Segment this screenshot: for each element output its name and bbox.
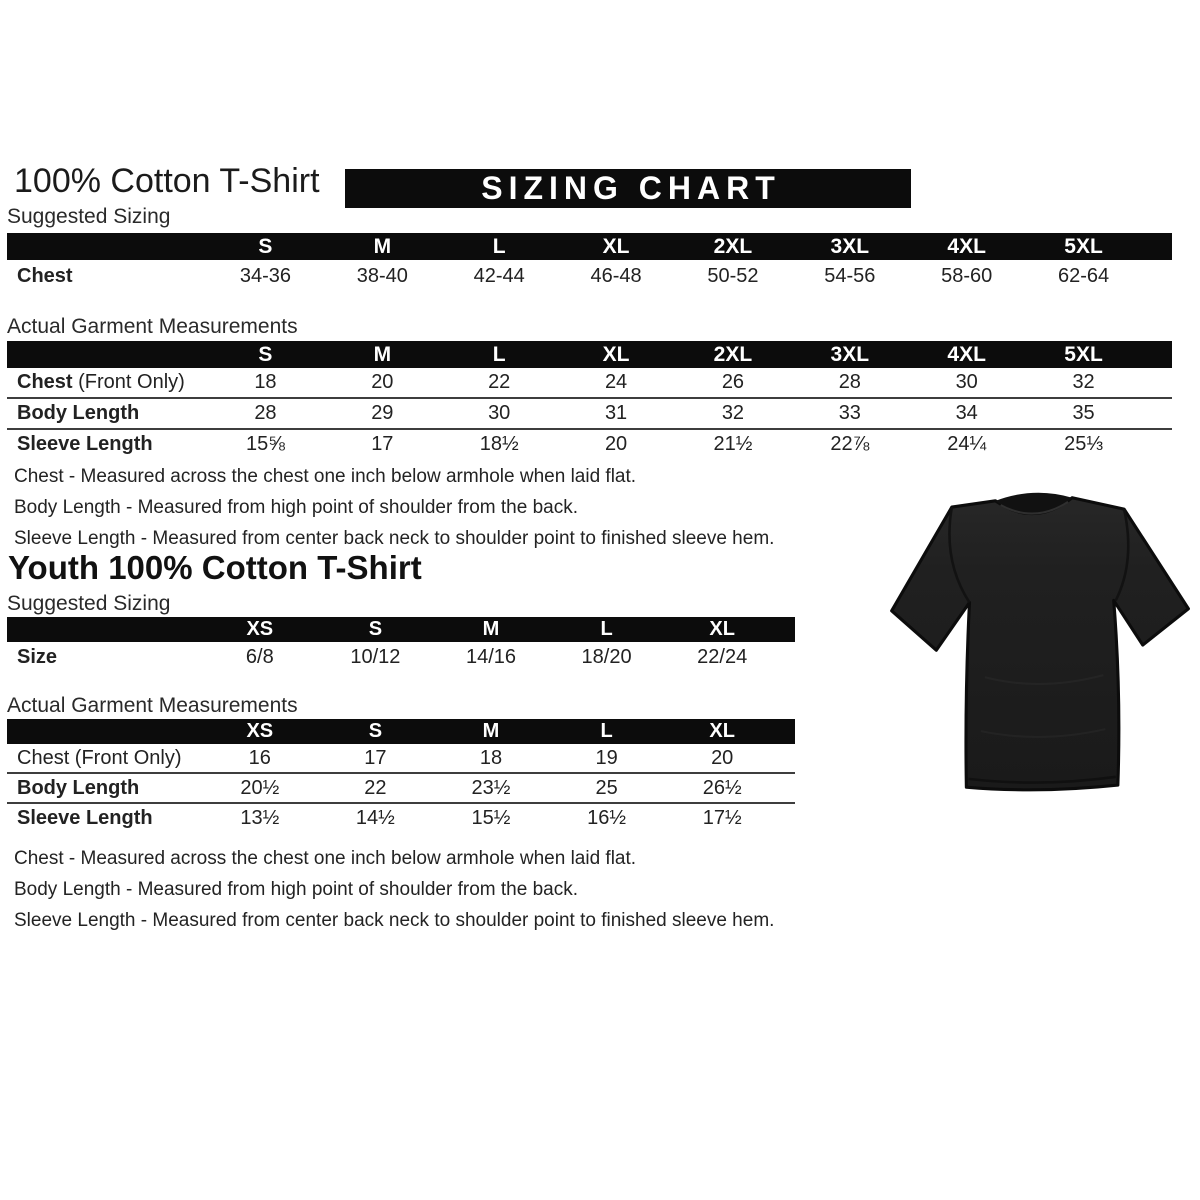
measurement-note: Sleeve Length - Measured from center back neck to shoulder point to finished sleeve hem. (14, 910, 775, 931)
measurement-value: 16 (248, 746, 271, 769)
size-column-header: L (549, 617, 665, 642)
size-column-header: 5XL (1025, 341, 1142, 368)
row-spacer-cell (780, 773, 795, 803)
measurement-value: 22 (488, 371, 511, 393)
measurement-value: 22⅞ (791, 429, 908, 459)
size-column-header: M (433, 617, 549, 642)
measurement-row (7, 429, 1172, 459)
measurement-value: 14/16 (465, 645, 517, 668)
size-column-header: 4XL (908, 341, 1025, 368)
measurement-note: Sleeve Length - Measured from center back neck to shoulder point to finished sleeve hem. (14, 528, 775, 549)
size-column-header: S (207, 233, 324, 260)
measurement-row (7, 803, 795, 832)
measurement-value: 22/24 (697, 645, 748, 668)
row-label: Chest (Front Only) (17, 371, 185, 393)
measurement-note: Body Length - Measured from high point of shoulder from the back. (14, 497, 578, 518)
measurement-value: 30 (955, 371, 978, 393)
measurement-value: 33 (791, 398, 908, 429)
row-spacer-cell (1142, 398, 1172, 429)
measurement-value: 20 (711, 746, 734, 769)
measurement-note: Chest - Measured across the chest one inch below armhole when laid flat. (14, 848, 637, 869)
measurement-row (7, 260, 1172, 292)
measurement-value: 50-52 (707, 264, 759, 287)
header-spacer-cell (7, 617, 202, 642)
size-column-header: S (318, 719, 434, 744)
size-header-row (7, 233, 1172, 260)
row-spacer-cell (1142, 260, 1172, 292)
size-header-row (7, 617, 795, 642)
measurement-value: 13½ (202, 803, 318, 832)
size-column-header: XS (202, 719, 318, 744)
measurement-value: 28 (838, 371, 861, 393)
measurement-value: 20½ (202, 773, 318, 803)
measurement-value: 30 (441, 398, 558, 429)
measurement-value: 46-48 (590, 264, 642, 287)
row-label: Sleeve Length (7, 429, 207, 459)
measurement-note: Body Length - Measured from high point of shoulder from the back. (14, 879, 578, 900)
youth-section-title: Youth 100% Cotton T-Shirt (8, 549, 422, 586)
row-label: Body Length (7, 398, 207, 429)
measurement-value: 26½ (664, 773, 780, 803)
size-column-header: M (433, 719, 549, 744)
header-spacer-cell (7, 233, 207, 260)
measurement-value: 38-40 (356, 264, 408, 287)
measurement-value: 18 (479, 746, 503, 769)
measurement-value: 25 (549, 773, 665, 803)
header-spacer-cell (7, 341, 207, 368)
measurement-value: 24¼ (908, 429, 1025, 459)
tshirt-body (892, 498, 1189, 790)
row-spacer-cell (1142, 429, 1172, 459)
header-spacer-cell (780, 719, 795, 744)
measurement-value: 18 (254, 371, 277, 393)
size-column-header: M (324, 341, 441, 368)
measurement-value: 32 (1072, 371, 1095, 393)
measurement-value: 26 (721, 371, 745, 393)
size-column-header: XS (202, 617, 318, 642)
youth-suggested-sizing-label: Suggested Sizing (7, 592, 171, 615)
measurement-row (7, 642, 795, 672)
measurement-value: 19 (595, 746, 618, 769)
measurement-value: 23½ (433, 773, 549, 803)
size-column-header: L (549, 719, 665, 744)
adult-suggested-sizing-table (7, 233, 1172, 292)
measurement-value: 35 (1025, 398, 1142, 429)
row-spacer-cell (780, 744, 795, 773)
measurement-value: 24 (604, 371, 628, 393)
header-spacer-cell (7, 719, 202, 744)
measurement-row (7, 398, 1172, 429)
size-column-header: XL (664, 617, 780, 642)
size-header-row (7, 719, 795, 744)
measurement-value: 16½ (549, 803, 665, 832)
row-spacer-cell (1142, 368, 1172, 398)
measurement-row (7, 368, 1172, 398)
measurement-value: 54-56 (824, 264, 876, 287)
header-spacer-cell (1142, 233, 1172, 260)
measurement-value: 34-36 (239, 264, 292, 287)
size-column-header: M (324, 233, 441, 260)
youth-measurement-notes (14, 843, 774, 936)
measurement-value: 15½ (433, 803, 549, 832)
size-column-header: 5XL (1025, 233, 1142, 260)
adult-measurement-notes (14, 461, 774, 554)
sizing-chart-banner: SIZING CHART (345, 169, 911, 208)
row-label: Body Length (7, 773, 202, 803)
size-column-header: 4XL (908, 233, 1025, 260)
measurement-value: 10/12 (350, 645, 401, 668)
size-column-header: S (207, 341, 324, 368)
measurement-value: 34 (908, 398, 1025, 429)
measurement-row (7, 773, 795, 803)
measurement-value: 20 (558, 429, 675, 459)
size-column-header: 2XL (675, 233, 792, 260)
measurement-note: Chest - Measured across the chest one inch below armhole when laid flat. (14, 466, 637, 487)
measurement-value: 22 (318, 773, 434, 803)
size-column-header: L (441, 341, 558, 368)
youth-suggested-sizing-table (7, 617, 795, 672)
row-label: Size (17, 645, 58, 668)
size-column-header: 3XL (791, 341, 908, 368)
size-column-header: S (318, 617, 434, 642)
measurement-value: 21½ (675, 429, 792, 459)
size-header-row (7, 341, 1172, 368)
row-label: Chest (17, 264, 73, 287)
measurement-value: 58-60 (941, 264, 993, 287)
header-spacer-cell (780, 617, 795, 642)
row-spacer-cell (780, 642, 795, 672)
measurement-value: 17 (364, 746, 387, 769)
measurement-value: 14½ (318, 803, 434, 832)
size-column-header: 2XL (675, 341, 792, 368)
youth-actual-measurements-label: Actual Garment Measurements (7, 694, 298, 717)
measurement-value: 62-64 (1057, 264, 1110, 287)
size-column-header: XL (558, 341, 675, 368)
measurement-value: 20 (371, 371, 394, 393)
size-column-header: 3XL (791, 233, 908, 260)
youth-actual-measurements-table (7, 719, 795, 832)
size-column-header: XL (558, 233, 675, 260)
adult-actual-measurements-table (7, 341, 1172, 459)
header-spacer-cell (1142, 341, 1172, 368)
adult-suggested-sizing-label: Suggested Sizing (7, 205, 171, 228)
size-column-header: L (441, 233, 558, 260)
measurement-value: 29 (324, 398, 441, 429)
measurement-value: 25⅓ (1025, 429, 1142, 459)
measurement-value: 32 (675, 398, 792, 429)
black-tshirt-image (880, 478, 1198, 810)
size-column-header: XL (664, 719, 780, 744)
measurement-value: 28 (207, 398, 324, 429)
measurement-value: 18/20 (581, 645, 632, 668)
measurement-value: 18½ (441, 429, 558, 459)
row-label: Chest (Front Only) (17, 746, 182, 769)
measurement-value: 17 (324, 429, 441, 459)
measurement-value: 15⅝ (207, 429, 324, 459)
measurement-value: 6/8 (245, 645, 274, 668)
row-label: Sleeve Length (7, 803, 202, 832)
measurement-value: 31 (558, 398, 675, 429)
measurement-row (7, 744, 795, 773)
measurement-value: 42-44 (473, 264, 525, 287)
adult-section-title: 100% Cotton T-Shirt (14, 162, 320, 200)
row-spacer-cell (780, 803, 795, 832)
measurement-value: 17½ (664, 803, 780, 832)
adult-actual-measurements-label: Actual Garment Measurements (7, 315, 298, 338)
